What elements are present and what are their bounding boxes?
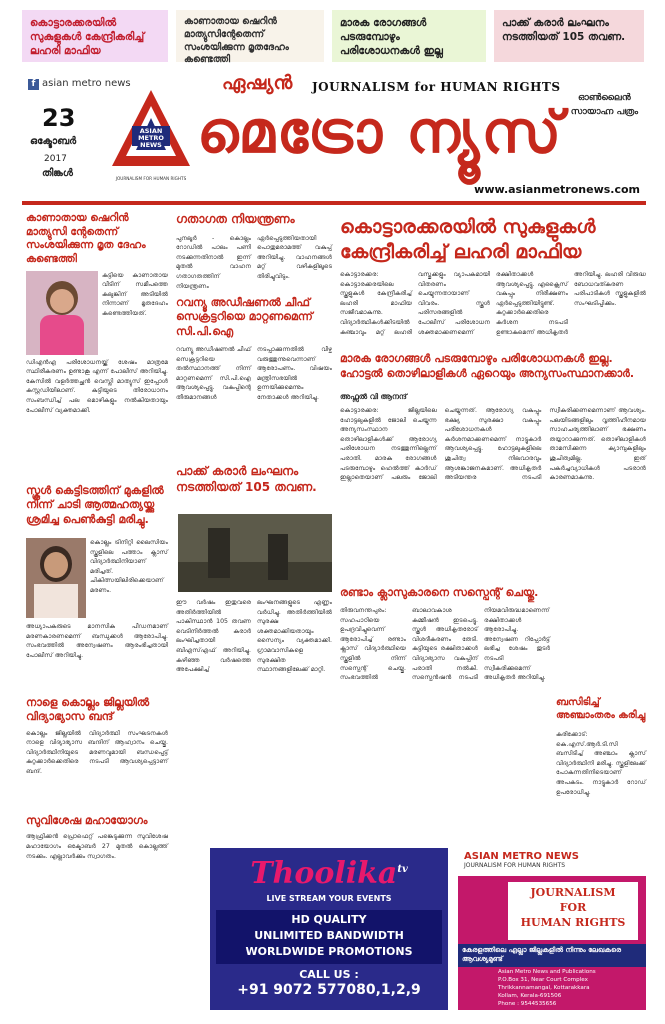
bus-body: കരിക്കോട്: കെ.എസ്.ആർ.ടി.സി ബസിടിച്ച് അഞ്ചാം ക്ലാസ് വിദ്യാർത്ഥിനി മരിച്ചു. സ്കൂളിലേക്ക് പോകുന്നതിനിടെയാണ് അപകടം. നാട്ടുകാർ റോഡ് ഉപരോധിച്ചു.	[556, 731, 646, 796]
masthead-asian: ഏഷ്യൻ	[222, 72, 293, 94]
lead-headline[interactable]: കൊട്ടാരക്കരയിൽ സുകുളുകൾ കേന്ദ്രീകരിച്ച് ലഹരി മാഫിയ	[340, 216, 596, 263]
school-jump-body-a: കൊല്ലം ട്രിനിറ്റി ലൈസിയം സ്കൂളിലെ പത്താം ക്ലാസ് വിദ്യാർത്ഥിനിയാണ് മരിച്ചത്. ചികിത്സയിലിരിക്കെയാണ് മരണം.	[90, 539, 168, 595]
teaser-text: കാണാതായ ഷെറിൻ മാത്യുസിന്റേതെന്ന് സംശയിക്കുന്ന മൃതദേഹം കണ്ടെത്തി	[184, 16, 289, 66]
thoolika-slogan: LIVE STREAM YOUR EVENTS	[266, 894, 392, 903]
teaser-text: കൊട്ടാരക്കരയിൽ സുകുളുകൾ കേന്ദ്രീകരിച്ച് ലഹരി മാഫിയ	[30, 17, 145, 58]
masthead-tagline: JOURNALISM for HUMAN RIGHTS	[312, 80, 561, 94]
column-2-story-2	[176, 296, 332, 403]
date-month: ഒക്ടോബർ	[30, 136, 77, 147]
call-us-label: CALL US :	[299, 968, 359, 981]
ad-address	[498, 968, 644, 1009]
teaser-text: മാരക രോഗങ്ങൾ പടരുമ്പോഴും പരിശോധനകൾ ഇല്ല	[340, 17, 443, 58]
column-1-story-4	[26, 814, 168, 861]
addr-4: Kollam, Kerala-691506	[498, 993, 562, 1000]
column-2	[176, 212, 332, 291]
thoolika-features	[216, 910, 442, 964]
teaser-pak[interactable]	[494, 10, 644, 62]
ad-journalism-box	[508, 882, 638, 940]
teaser-disease[interactable]	[332, 10, 486, 62]
masthead	[22, 70, 646, 202]
thoolika-tv: tv	[397, 864, 408, 875]
sherin-body-a: കുട്ടിയെ കാണാതായ വീടിന് സമീപത്തെ കലുങ്കിന് അടിയിൽ നിന്നാണ് മൃതദേഹം കണ്ടെത്തിയത്.	[102, 271, 168, 317]
facebook-label: asian metro news	[42, 78, 131, 89]
addr-3: Thrikkannamangal, Kottarakkara	[498, 985, 590, 992]
school-jump-body-b: അധ്യാപകരുടെ മാനസിക പീഡനമാണ് മരണകാരണമെന്ന് ബന്ധുക്കൾ ആരോപിച്ചു. സംഭവത്തിൽ അന്വേഷണം ആരംഭിച്ചതായി പോലീസ് അറിയിച്ചു.	[26, 623, 168, 659]
teaser-liquor-mafia[interactable]	[22, 10, 168, 62]
feature-1: HD QUALITY	[291, 913, 367, 926]
date-day: തിങ്കൾ	[42, 168, 73, 179]
thoolika-phone[interactable]: +91 9072 577080,1,2,9	[237, 982, 421, 998]
column-1	[26, 212, 168, 415]
logo-text-mid: METRO	[138, 134, 164, 142]
column-1-story-2	[26, 484, 168, 527]
online-label	[571, 92, 638, 119]
online-line-2: സായാഹ്ന പത്രം	[570, 106, 638, 117]
headline-pak[interactable]: പാക്ക് കരാർ ലംഘനം നടത്തിയത് 105 തവണ.	[176, 464, 317, 494]
website-url[interactable]: www.asianmetronews.com	[474, 183, 640, 196]
army-photo	[178, 514, 332, 592]
headline-gospel[interactable]: സുവിശേഷ മഹായോഗം	[26, 814, 148, 827]
ad-brand-tag: JOURNALISM FOR HUMAN RIGHTS	[464, 862, 566, 869]
sherin-photo	[26, 271, 98, 355]
logo-text-bot: NEWS	[140, 141, 162, 149]
ad-big-3: HUMAN RIGHTS	[520, 915, 626, 929]
ad-big-2: FOR	[559, 900, 587, 914]
teaser-text: പാക്ക് കരാർ ലംഘനം നടത്തിയത് 105 തവണ.	[502, 17, 626, 44]
bus-headline[interactable]: ബസിടിച്ച് അഞ്ചാംതരം കരിച്ചു	[556, 697, 646, 721]
bandh-body: കൊല്ലം ജില്ലയിൽ വിദ്യാർത്ഥി സംഘടനകൾ നാളെ വിദ്യാഭ്യാസ ബന്ദിന് ആഹ്വാനം ചെയ്തു. വിദ്യാർത്ഥിനിയുടെ മരണവുമായി ബന്ധപ്പെട്ട് കുറ്റക്കാർക്കെതിരെ നടപടി ആവശ്യപ്പെട്ടാണ് ബന്ദ്.	[26, 729, 168, 776]
traffic-body: പുനലൂർ - കൊല്ലം റോഡിൽ പാലം പണി നടക്കുന്നതിനാൽ ഇന്ന് മുതൽ വാഹന ഗതാഗതത്തിന് നിയന്ത്രണം ഏർപ്പെടുത്തിയതായി പൊതുമരാമത്ത് വകുപ്പ് അറിയിച്ചു. വാഹനങ്ങൾ മറ്റ് വഴികളിലൂടെ തിരിച്ചുവിടും.	[176, 234, 332, 290]
online-line-1: ഓൺലൈൻ	[578, 93, 631, 103]
teaser-sherin[interactable]	[176, 10, 324, 66]
newspaper-title: മെട്രോ ന്യൂസ്	[197, 98, 564, 166]
logo-tagline: JOURNALISM FOR HUMAN RIGHTS	[115, 176, 187, 181]
thoolika-brand-row	[210, 856, 448, 891]
asian-metro-news-logo	[110, 84, 192, 192]
column-2-story-3	[176, 464, 332, 495]
thoolika-ad[interactable]	[210, 848, 448, 1010]
date-number: 23	[42, 104, 76, 132]
ad-phone[interactable]: Phone : 9544535656	[498, 1001, 557, 1008]
ad-brand-strip	[458, 848, 646, 876]
column-1-story-3	[26, 696, 168, 777]
sherin-body-b: ഡിഎൻഎ പരിശോധനയ്ക്ക് ശേഷം മാത്രമേ സ്ഥിരീകരണം ഉണ്ടാകൂ എന്ന് പോലീസ് അറിയിച്ചു. കേസിൽ വളർത്തച്ഛൻ വെസ്ലി മാത്യുസ് ഇപ്പോൾ കസ്റ്റഡിയിലാണ്. കുട്ടിയുടെ തിരോധാനം സംബന്ധിച്ച് പല മൊഴികളും നൽകിയതായും പോലീസ് വ്യക്തമാക്കി.	[26, 358, 168, 414]
masthead-rule	[22, 201, 646, 205]
addr-1: Asian Metro News and Publications	[498, 969, 596, 975]
pak-body: ഈ വർഷം ഇതുവരെ അതിർത്തിയിൽ പാകിസ്ഥാൻ 105 തവണ വെടിനിർത്തൽ കരാർ ലംഘിച്ചതായി ബിഎസ്എഫ് അറിയിച്ചു. കഴിഞ്ഞ വർഷത്തെ അപേക്ഷിച്ച് ലംഘനങ്ങളുടെ എണ്ണം വർധിച്ചു. അതിർത്തിയിൽ സുരക്ഷ ശക്തമാക്കിയതായും സൈന്യം വ്യക്തമാക്കി. ഗ്രാമവാസികളെ സുരക്ഷിത സ്ഥാനങ്ങളിലേക്ക് മാറ്റി.	[176, 599, 332, 674]
headline-bandh[interactable]: നാളെ കൊല്ലം ജില്ലയിൽ വിദ്യാഭ്യാസ ബന്ദ്	[26, 696, 150, 724]
cpi-body: റവന്യൂ അഡീഷണൽ ചീഫ് സെക്രട്ടറിയെ തൽസ്ഥാനത്ത് നിന്ന് മാറ്റണമെന്ന് സി.പി.ഐ ആവശ്യപ്പെട്ടു. വകുപ്പിന്റെ തീരുമാനങ്ങൾ നടപ്പാക്കുന്നതിൽ വീഴ്ച വരുത്തുന്നുവെന്നാണ് ആരോപണം. വിഷയം മന്ത്രിസഭയിൽ ഉന്നയിക്കുമെന്നും നേതാക്കൾ അറിയിച്ചു.	[176, 345, 332, 401]
gospel-body: ആഫ്രിക്കൻ പ്രൊഫെറ്റ് പങ്കെടുക്കുന്ന സുവിശേഷ മഹായോഗം ഒക്ടോബർ 27 മുതൽ കൊല്ലത്ത് നടക്കും. എല്ലാവർക്കും സ്വാഗതം.	[26, 833, 168, 860]
headline-traffic[interactable]: ഗതാഗത നിയന്ത്രണം	[176, 212, 295, 226]
health-byline: അഫ്സൽ വി ആനന്ദ്	[340, 392, 407, 401]
asian-metro-ad[interactable]	[458, 848, 646, 1010]
ad-big-1: JOURNALISM	[530, 886, 616, 899]
headline-school-jump[interactable]: സ്കൂൾ കെട്ടിടത്തിന് മുകളിൽ നിന്ന് ചാടി ആത്മഹത്യയ്ക്കു ശ്രമിച്ച പെൺകുട്ടി മരിച്ചു.	[26, 484, 164, 526]
suspension-body: തിരുവനന്തപുരം: സഹപാഠിയെ ഉപദ്രവിച്ചുവെന്ന് ആരോപിച്ച് രണ്ടാം ക്ലാസ് വിദ്യാർത്ഥിയെ സ്കൂളിൽ നിന്ന് സസ്പെന്റ് ചെയ്തു. സംഭവത്തിൽ ബാലാവകാശ കമ്മീഷൻ ഇടപെട്ടു. സ്കൂൾ അധികൃതരോട് വിശദീകരണം തേടി. കുട്ടിയുടെ രക്ഷിതാക്കൾ വിദ്യാഭ്യാസ വകുപ്പിന് പരാതി നൽകി. സസ്പെൻഷൻ നടപടി നിയമവിരുദ്ധമാണെന്ന് രക്ഷിതാക്കൾ ആരോപിച്ചു. അന്വേഷണ റിപ്പോർട്ട് ലഭിച്ച ശേഷം തുടർ നടപടി സ്വീകരിക്കുമെന്ന് അധികൃതർ അറിയിച്ചു.	[340, 607, 550, 682]
ad-brand: ASIAN METRO NEWS	[464, 851, 579, 862]
ad-cta: കേരളത്തിലെ എല്ലാ ജില്ലകളിൽ നിന്നും ലേഖകരെ ആവശ്യമുണ്ട്	[458, 944, 646, 967]
addr-2: P.O.Box 31, Near Court Complex	[498, 977, 588, 984]
thoolika-brand: Thoolika	[250, 856, 398, 891]
date-year: 2017	[44, 154, 67, 164]
headline-sherin[interactable]: കാണാതായ ഷെറിൻ മാത്യുസി ന്റേതെന്ന് സംശയിക്കുന്ന മൃത ദേഹം കണ്ടെത്തി	[26, 212, 146, 265]
girl-photo	[26, 538, 86, 618]
health-headline[interactable]: മാരക രോഗങ്ങൾ പടരുമ്പോഴും പരിശോധനകൾ ഇല്ല. ഹോട്ടൽ തൊഴിലാളികൾ ഏറെയും അന്യസംസ്ഥാനക്കാർ.	[340, 352, 635, 380]
lead-body: കൊട്ടാരക്കര: കൊട്ടാരക്കരയിലെ സ്കൂളുകൾ കേന്ദ്രീകരിച്ച് ലഹരി മാഫിയ സജീവമാകുന്നു. വിദ്യാർത്ഥികൾക്കിടയിൽ കഞ്ചാവും മറ്റ് ലഹരി വസ്തുക്കളും വ്യാപകമായി വിതരണം ചെയ്യുന്നതായാണ് വിവരം. സ്കൂൾ പരിസരങ്ങളിൽ പോലീസ് പരിശോധന ശക്തമാക്കണമെന്ന് രക്ഷിതാക്കൾ ആവശ്യപ്പെട്ടു. എക്സൈസ് വകുപ്പും നിരീക്ഷണം ഏർപ്പെടുത്തിയിട്ടുണ്ട്. കുറ്റക്കാർക്കെതിരെ കർശന നടപടി ഉണ്ടാകുമെന്ന് അധികൃതർ അറിയിച്ചു. ലഹരി വിരുദ്ധ ബോധവത്കരണ പരിപാടികൾ സ്കൂളുകളിൽ സംഘടിപ്പിക്കും.	[340, 271, 646, 336]
headline-cpi[interactable]: റവന്യൂ അഡീഷണൽ ചീഫ് സെക്രട്ടറിയെ മാറ്റണമെന്ന് സി.പി.ഐ	[176, 296, 313, 338]
feature-3: WORLDWIDE PROMOTIONS	[245, 944, 413, 958]
facebook-icon: f	[28, 79, 39, 90]
health-body: കൊട്ടാരക്കര: ജില്ലയിലെ ഹോട്ടലുകളിൽ ജോലി ചെയ്യുന്ന അന്യസംസ്ഥാന തൊഴിലാളികൾക്ക് ആരോഗ്യ പരിശോധന നടത്തുന്നില്ലെന്ന് പരാതി. മാരക രോഗങ്ങൾ പടരുമ്പോഴും ഹെൽത്ത് കാർഡ് ഇല്ലാതെയാണ് പലരും ജോലി ചെയ്യുന്നത്. ആരോഗ്യ വകുപ്പും ഭക്ഷ്യ സുരക്ഷാ വകുപ്പും പരിശോധനകൾ കർശനമാക്കണമെന്ന് നാട്ടുകാർ ആവശ്യപ്പെട്ടു. ഹോട്ടലുകളിലെ ശുചിത്വ നിലവാരവും ആശങ്കാജനകമാണ്. അധികൃതർ അടിയന്തര നടപടി സ്വീകരിക്കണമെന്നാണ് ആവശ്യം. പലയിടങ്ങളിലും വൃത്തിഹീനമായ സാഹചര്യത്തിലാണ് ഭക്ഷണം തയ്യാറാക്കുന്നത്. തൊഴിലാളികൾ താമസിക്കുന്ന ക്യാമ്പുകളിലും ശുചിത്വമില്ല. ഇത് പകർച്ചവ്യാധികൾ പടരാൻ കാരണമാകുന്നു.	[340, 407, 646, 482]
logo-text-top: ASIAN	[139, 127, 163, 135]
feature-2: UNLIMITED BANDWIDTH	[254, 928, 404, 942]
suspension-headline[interactable]: രണ്ടാം ക്ലാസുകാരനെ സസ്പെന്റ് ചെയ്തു.	[340, 586, 539, 599]
